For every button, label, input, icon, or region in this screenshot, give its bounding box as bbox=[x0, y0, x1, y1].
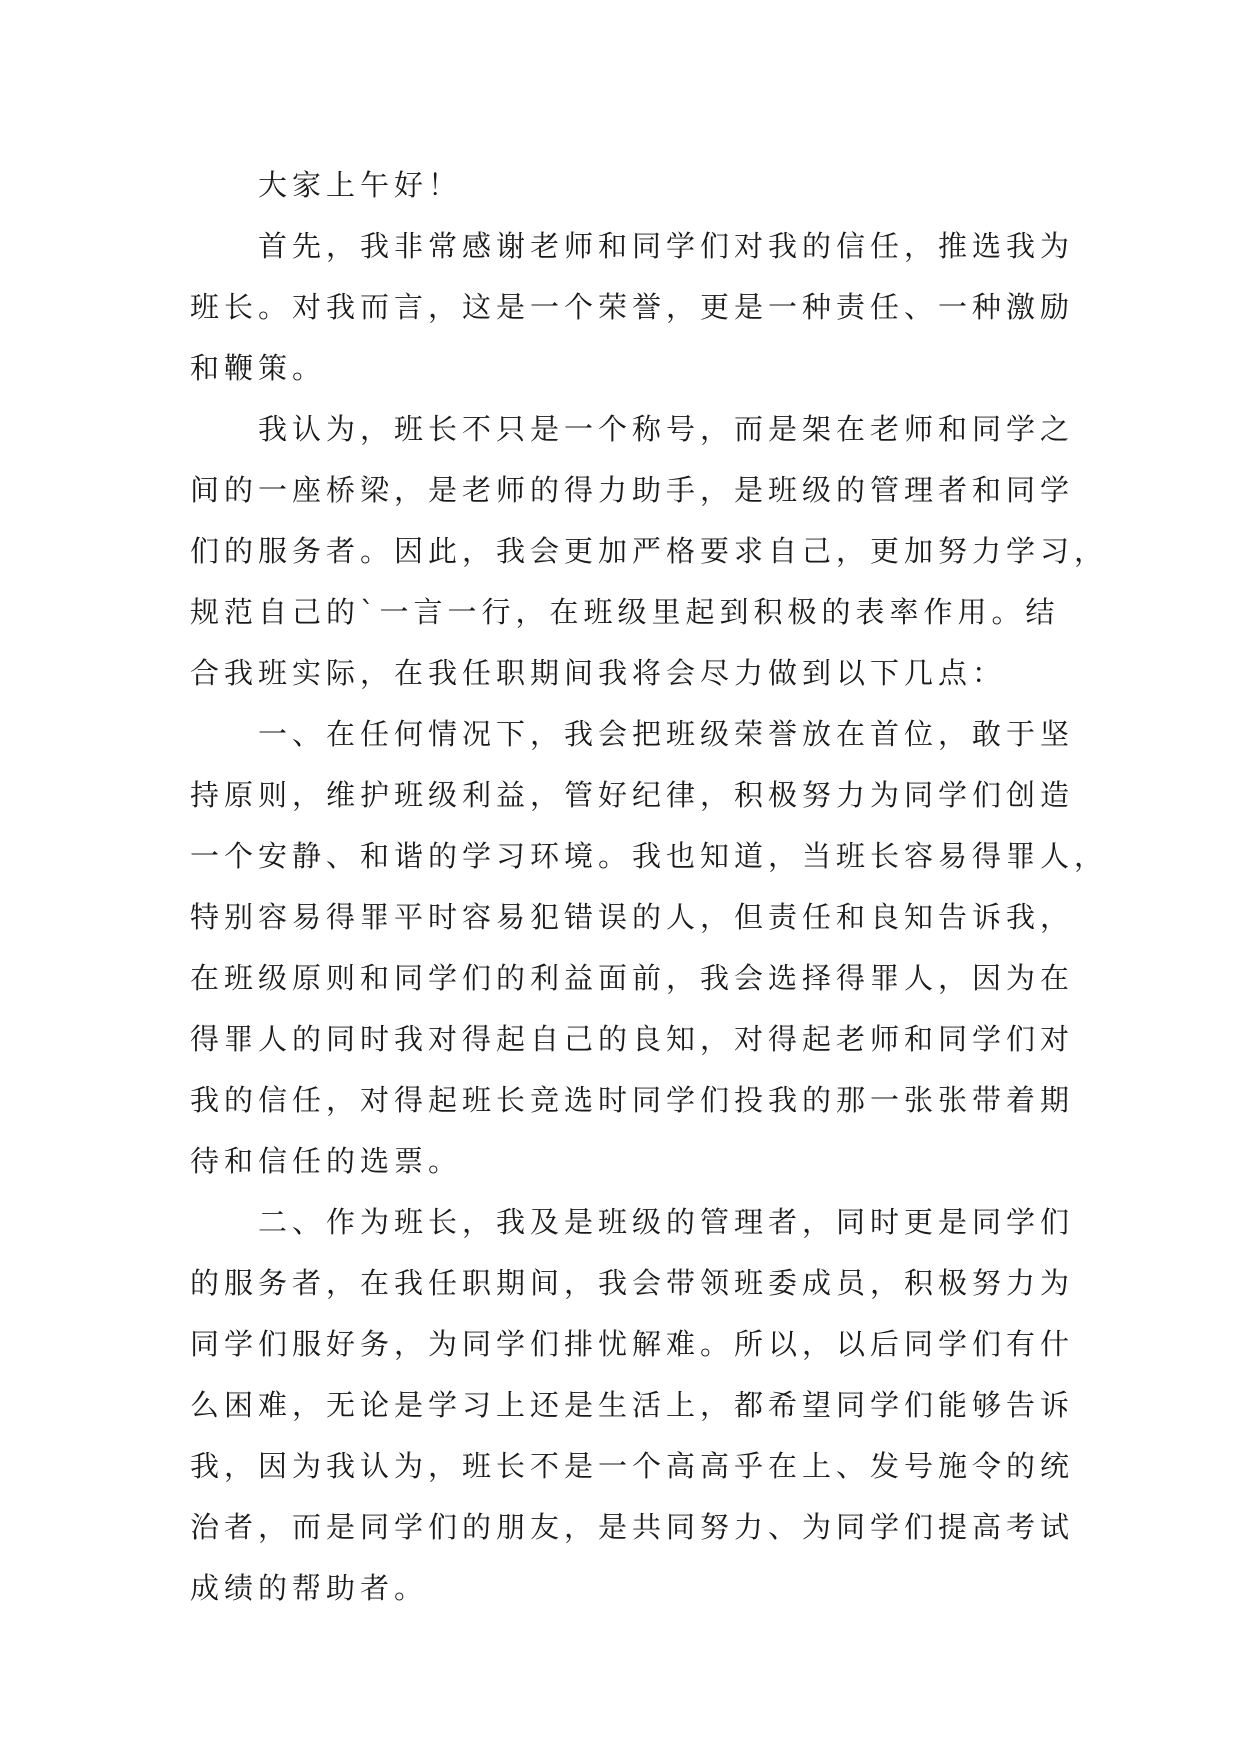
paragraph-line: 么困难，无论是学习上还是生活上，都希望同学们能够告诉 bbox=[190, 1388, 1075, 1422]
paragraph-line: 得罪人的同时我对得起自己的良知，对得起老师和同学们对 bbox=[190, 1022, 1075, 1056]
paragraph-line: 二、作为班长，我及是班级的管理者，同时更是同学们 bbox=[258, 1205, 1075, 1239]
paragraph-line: 大家上午好！ bbox=[258, 168, 463, 202]
paragraph-line: 规范自己的`一言一行，在班级里起到积极的表率作用。结 bbox=[190, 595, 1060, 629]
paragraph-line: 一、在任何情况下，我会把班级荣誉放在首位，敢于坚 bbox=[258, 717, 1075, 751]
paragraph-line: 治者，而是同学们的朋友，是共同努力、为同学们提高考试 bbox=[190, 1510, 1075, 1544]
paragraph-line: 的服务者，在我任职期间，我会带领班委成员，积极努力为 bbox=[190, 1266, 1075, 1300]
paragraph-line: 我认为，班长不只是一个称号，而是架在老师和同学之 bbox=[258, 412, 1075, 446]
paragraph-greeting bbox=[190, 163, 1055, 224]
paragraph-line: 们的服务者。因此，我会更加严格要求自己，更加努力学习， bbox=[190, 534, 1109, 568]
paragraph-line: 成绩的帮助者。 bbox=[190, 1571, 429, 1605]
paragraph-line: 和鞭策。 bbox=[190, 351, 327, 385]
paragraph-line: 持原则，维护班级利益，管好纪律，积极努力为同学们创造 bbox=[190, 778, 1075, 812]
paragraph-line: 班长。对我而言，这是一个荣誉，更是一种责任、一种激励 bbox=[190, 290, 1075, 324]
paragraph-line: 我，因为我认为，班长不是一个高高乎在上、发号施令的统 bbox=[190, 1449, 1075, 1483]
paragraph-line: 首先，我非常感谢老师和同学们对我的信任，推选我为 bbox=[258, 229, 1075, 263]
paragraph-line: 待和信任的选票。 bbox=[190, 1144, 463, 1178]
document-body bbox=[190, 163, 1109, 1627]
paragraph-line: 合我班实际，在我任职期间我将会尽力做到以下几点： bbox=[190, 656, 1007, 690]
paragraph-point-one bbox=[190, 712, 1109, 1200]
paragraph-line: 一个安静、和谐的学习环境。我也知道，当班长容易得罪人， bbox=[190, 839, 1109, 873]
paragraph-line: 同学们服好务，为同学们排忧解难。所以，以后同学们有什 bbox=[190, 1327, 1075, 1361]
paragraph-line: 特别容易得罪平时容易犯错误的人，但责任和良知告诉我， bbox=[190, 900, 1075, 934]
paragraph-line: 我的信任，对得起班长竞选时同学们投我的那一张张带着期 bbox=[190, 1083, 1075, 1117]
paragraph-line: 在班级原则和同学们的利益面前，我会选择得罪人，因为在 bbox=[190, 961, 1075, 995]
paragraph-line: 间的一座桥梁，是老师的得力助手，是班级的管理者和同学 bbox=[190, 473, 1075, 507]
paragraph-point-two bbox=[190, 1200, 1075, 1627]
paragraph-role bbox=[190, 407, 1109, 712]
paragraph-thanks bbox=[190, 224, 1075, 407]
